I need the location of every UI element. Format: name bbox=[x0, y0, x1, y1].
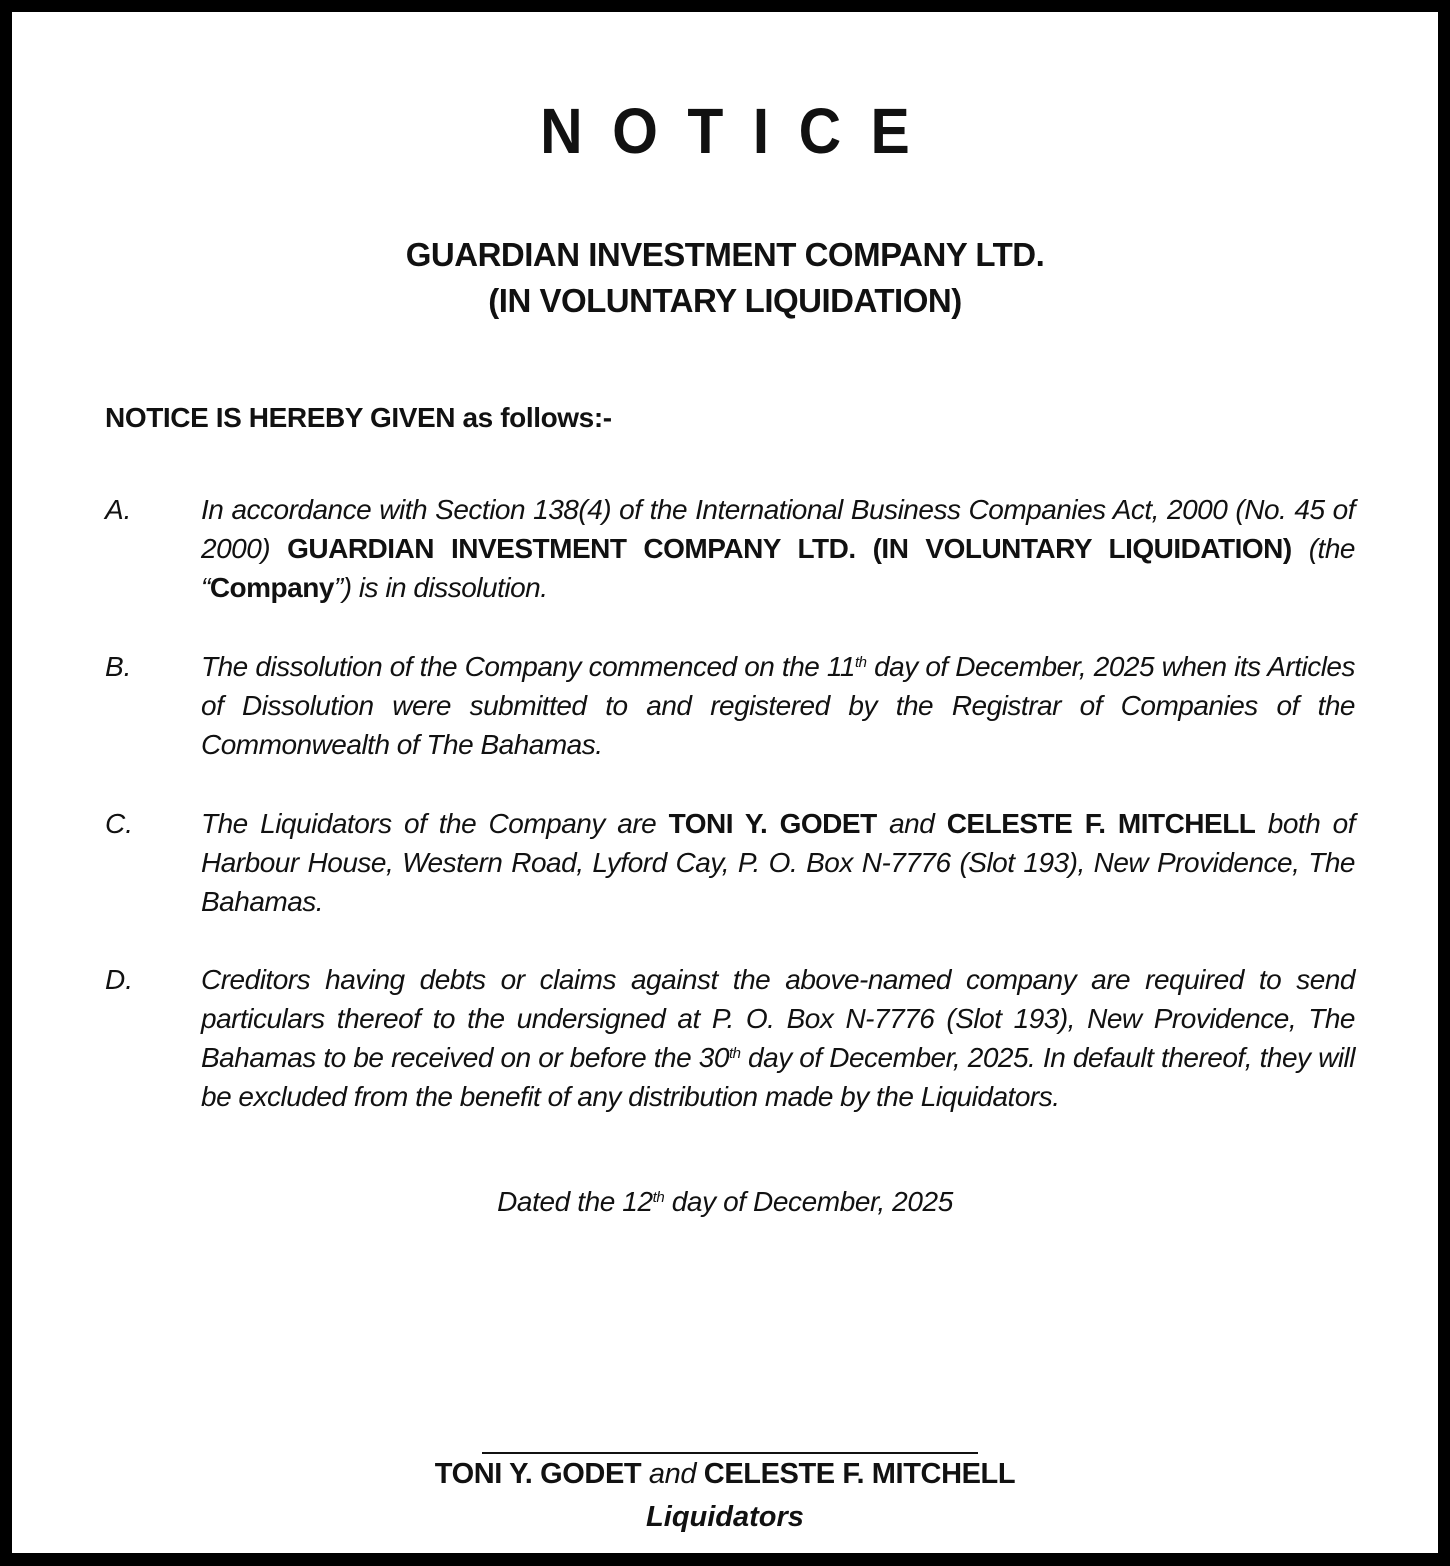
ordinal-suffix: th bbox=[855, 654, 867, 671]
item-a bbox=[105, 490, 1355, 607]
company-heading bbox=[12, 232, 1438, 324]
item-text-part: both of Harbour House, Western Road, Lyford Cay, P. O. Box N-7776 (Slot 193), New Providence, The Bahamas. bbox=[201, 808, 1356, 917]
ordinal-suffix: th bbox=[652, 1189, 665, 1206]
company-status: (IN VOLUNTARY LIQUIDATION) bbox=[488, 282, 962, 319]
ordinal-suffix: th bbox=[728, 1045, 741, 1062]
item-text-part: (the “ bbox=[201, 533, 1355, 603]
item-letter: B. bbox=[105, 651, 132, 682]
dated-line bbox=[12, 1186, 1438, 1218]
notice-page bbox=[12, 12, 1438, 1553]
item-text bbox=[201, 490, 1355, 607]
signer-name: CELESTE F. MITCHELL bbox=[703, 1458, 1016, 1490]
liquidator-name: CELESTE F. MITCHELL bbox=[946, 808, 1256, 839]
dated-prefix: Dated the 12 bbox=[497, 1186, 653, 1217]
liquidator-name: TONI Y. GODET bbox=[668, 808, 877, 839]
item-c bbox=[105, 804, 1355, 921]
notice-intro: NOTICE IS HEREBY GIVEN as follows:- bbox=[105, 402, 612, 433]
defined-term: Company bbox=[209, 572, 334, 603]
company-name-bold: GUARDIAN INVESTMENT COMPANY LTD. (IN VOLUNTARY LIQUIDATION) bbox=[287, 533, 1292, 564]
signer-role: Liquidators bbox=[646, 1501, 804, 1533]
item-text-part: The dissolution of the Company commenced on the 11 bbox=[201, 651, 855, 682]
signer-name: TONI Y. GODET bbox=[434, 1458, 642, 1490]
item-text-part: and bbox=[876, 808, 947, 839]
item-text-part: The Liquidators of the Company are bbox=[201, 808, 669, 839]
item-letter: C. bbox=[105, 808, 133, 839]
signer-conjunction: and bbox=[648, 1458, 697, 1490]
signers bbox=[12, 1458, 1438, 1491]
signature-line bbox=[482, 1452, 978, 1454]
item-text-part: ”) is in dissolution. bbox=[333, 572, 548, 603]
item-letter: D. bbox=[105, 964, 133, 995]
company-name: GUARDIAN INVESTMENT COMPANY LTD. bbox=[405, 236, 1045, 273]
item-text-part: day of December, 2025. In default thereof, they will be excluded from the benefit of any distribution made by the Liquidators. bbox=[201, 1042, 1355, 1112]
item-text-part: In accordance with Section 138(4) of the International Business Companies Act, 2000 (No. 45 of 2000) bbox=[201, 494, 1355, 564]
item-text-part: day of December, 2025 when its Articles of Dissolution were submitted to and registered by the Registrar of Companies of the Commonwealth of The Bahamas. bbox=[201, 651, 1355, 760]
item-text bbox=[201, 960, 1355, 1116]
item-b bbox=[105, 647, 1355, 764]
item-d bbox=[105, 960, 1355, 1116]
item-text bbox=[201, 647, 1355, 764]
item-text-part: Creditors having debts or claims against the above-named company are required to send particulars thereof to the undersigned at P. O. Box N-7776 (Slot 193), New Providence, The Bahamas to be received on or before the 30 bbox=[201, 964, 1355, 1073]
item-text bbox=[201, 804, 1355, 921]
dated-rest: day of December, 2025 bbox=[664, 1186, 953, 1217]
item-letter: A. bbox=[105, 494, 132, 525]
notice-title: NOTICE bbox=[540, 95, 940, 167]
